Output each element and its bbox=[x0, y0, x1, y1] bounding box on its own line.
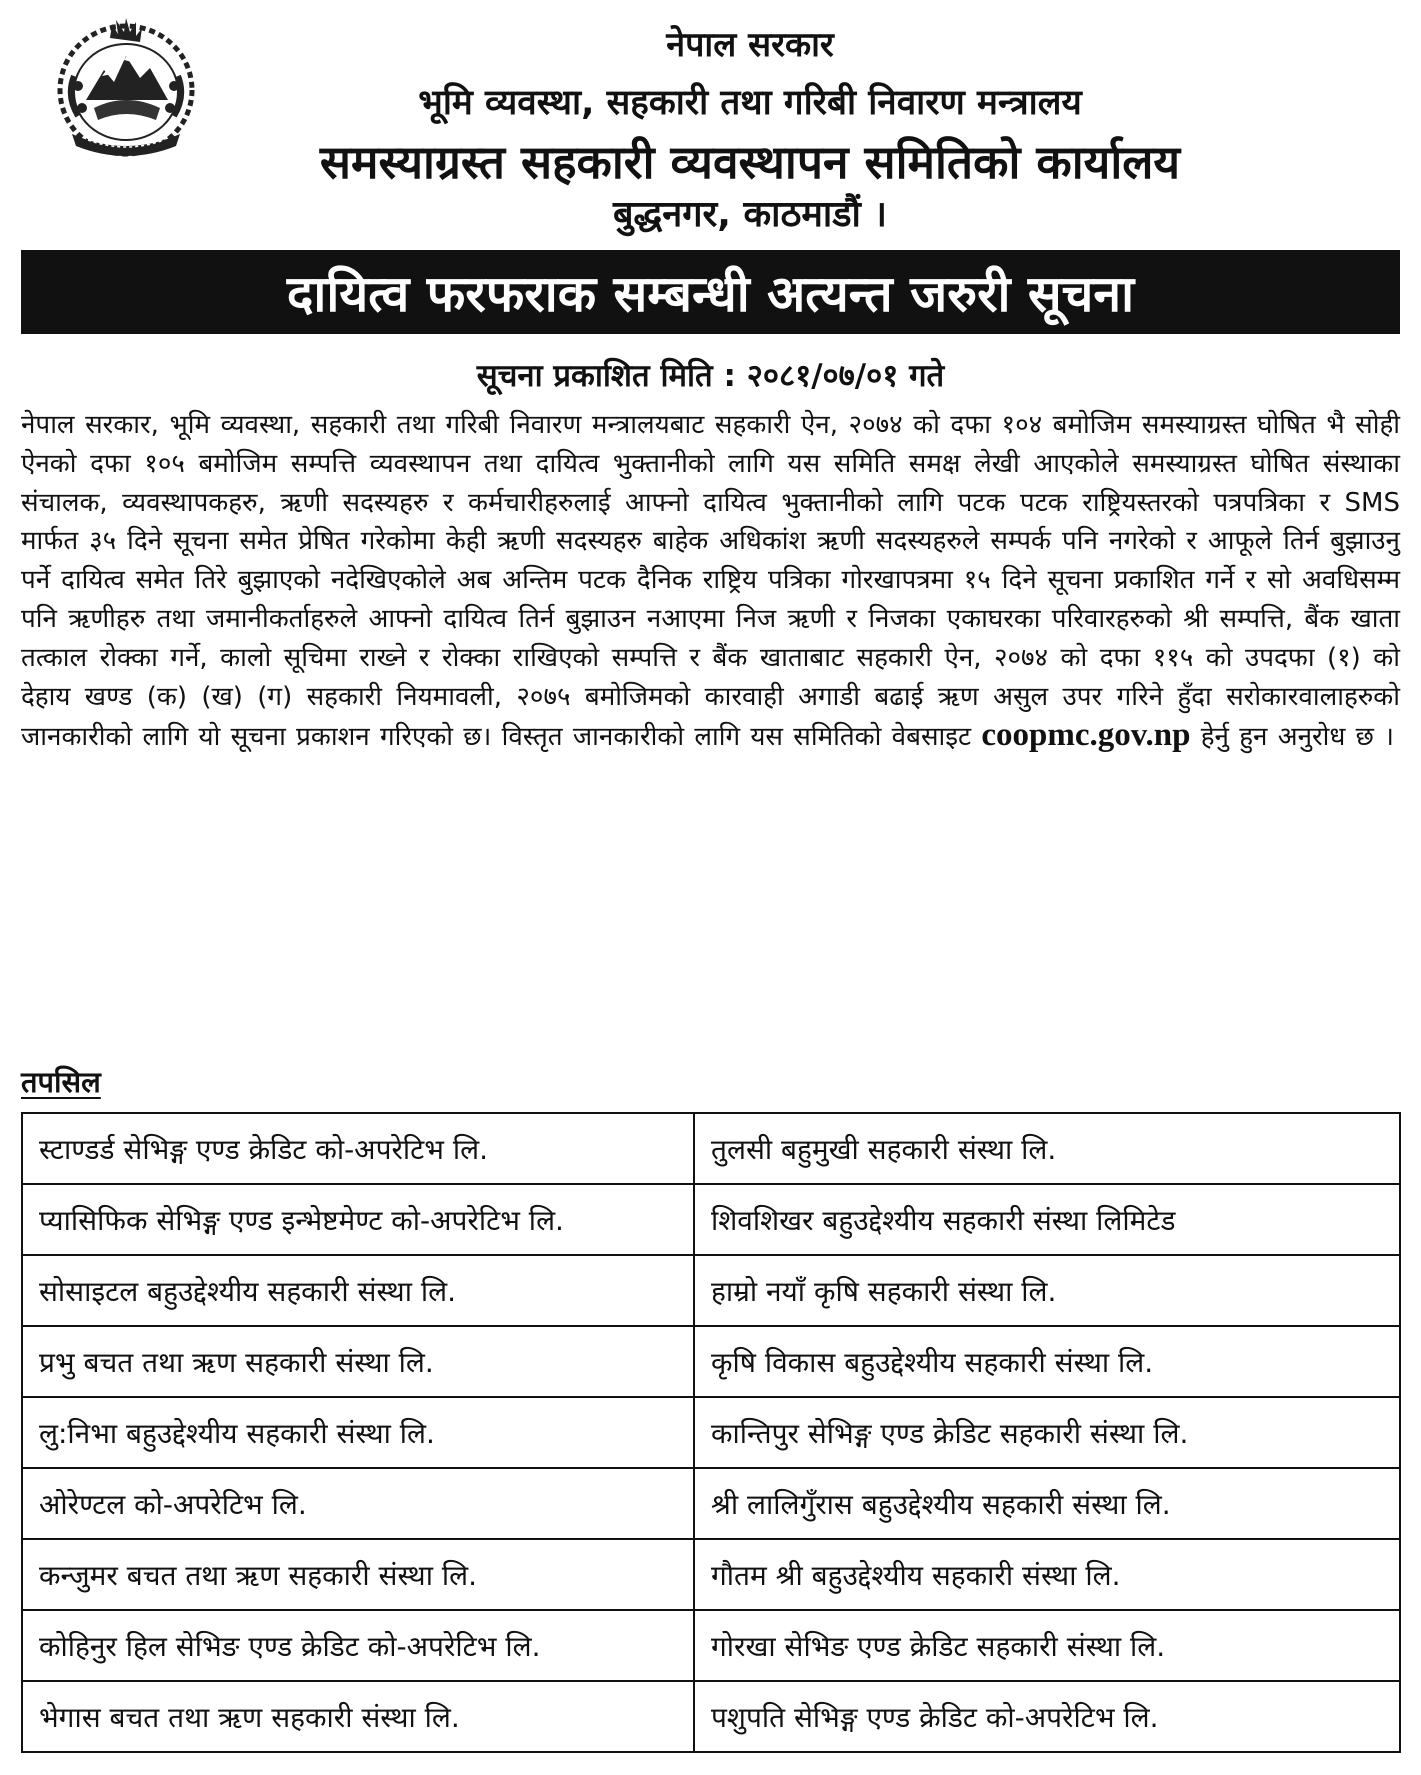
table-row bbox=[22, 1610, 1400, 1681]
table-row bbox=[22, 1255, 1400, 1326]
table-cell: गोरखा सेभिङ एण्ड क्रेडिट सहकारी संस्था लि. bbox=[694, 1610, 1400, 1681]
table-row bbox=[22, 1113, 1400, 1184]
table-cell: हाम्रो नयाँ कृषि सहकारी संस्था लि. bbox=[694, 1255, 1400, 1326]
header-ministry: भूमि व्यवस्था, सहकारी तथा गरिबी निवारण मन्त्रालय bbox=[418, 83, 1082, 123]
table-row bbox=[22, 1326, 1400, 1397]
table-cell: भेगास बचत तथा ऋण सहकारी संस्था लि. bbox=[22, 1681, 694, 1752]
notice-body-text: नेपाल सरकार, भूमि व्यवस्था, सहकारी तथा गरिबी निवारण मन्त्रालयबाट सहकारी ऐन, २०७४ को दफा १०४ बमोजिम समस्याग्रस्त घोषित भै सोही ऐनको दफा १०५ बमोजिम सम्पत्ति व्यवस्थापन तथा दायित्व भुक्तानीको लागि यस समिति समक्ष लेखी आएकोले समस्याग्रस्त घोषित संस्थाका संचालक, व्यवस्थापकहरु, ऋणी सदस्यहरु र कर्मचारीहरुलाई आफ्नो दायित्व भुक्तानीको लागि पटक पटक राष्ट्रियस्तरको पत्रपत्रिका र SMS मार्फत ३५ दिने सूचना समेत प्रेषित गरेकोमा केही ऋणी सदस्यहरु बाहेक अधिकांश ऋणी सदस्यहरुले सम्पर्क पनि नगरेको र आफूले तिर्न बुझाउनु पर्ने दायित्व समेत तिरे बुझाएको नदेखिएकोले अब अन्तिम पटक दैनिक राष्ट्रिय पत्रिका गोरखापत्रमा १५ दिने सूचना प्रकाशित गर्ने र सो अवधिसम्म पनि ऋणीहरु तथा जमानीकर्ताहरुले आफ्नो दायित्व तिर्न बुझाउन नआएमा निज ऋणी र निजका एकाघरका परिवारहरुको श्री सम्पत्ति, बैंक खाता तत्काल रोक्का गर्ने, कालो सूचिमा राख्ने र रोक्का राखिएको सम्पत्ति र बैंक खाताबाट सहकारी ऐन, २०७४ को दफा ११५ को उपदफा (१) को देहाय खण्ड (क) (ख) (ग) सहकारी नियमावली, २०७५ बमोजिमको कारवाही अगाडी बढाई ऋण असुल उपर गरिने हुँदा सरोकारवालाहरुको जानकारीको लागि यो सूचना प्रकाशन गरिएको छ। विस्तृत जानकारीको लागि यस समितिको वेबसाइट bbox=[21, 410, 1400, 753]
header-location: बुद्धनगर, काठमाडौं । bbox=[612, 194, 887, 235]
table-cell: कोहिनुर हिल सेभिङ एण्ड क्रेडिट को-अपरेटिभ लि. bbox=[22, 1610, 694, 1681]
table-cell: लु:निभा बहुउद्देश्यीय सहकारी संस्था लि. bbox=[22, 1397, 694, 1468]
table-row bbox=[22, 1184, 1400, 1255]
header-office: समस्याग्रस्त सहकारी व्यवस्थापन समितिको कार्यालय bbox=[319, 135, 1181, 189]
cooperatives-table bbox=[21, 1112, 1401, 1753]
website-link[interactable]: coopmc.gov.np bbox=[981, 717, 1191, 754]
notice-title: दायित्व फरफराक सम्बन्धी अत्यन्त जरुरी सूचना bbox=[286, 265, 1135, 323]
table-cell: तुलसी बहुमुखी सहकारी संस्था लि. bbox=[694, 1113, 1400, 1184]
tapsil-heading: तपसिल bbox=[21, 1065, 101, 1099]
table-cell: प्रभु बचत तथा ऋण सहकारी संस्था लि. bbox=[22, 1326, 694, 1397]
table-cell: कन्जुमर बचत तथा ऋण सहकारी संस्था लि. bbox=[22, 1539, 694, 1610]
table-cell: सोसाइटल बहुउद्देश्यीय सहकारी संस्था लि. bbox=[22, 1255, 694, 1326]
nepal-emblem-icon bbox=[52, 16, 200, 164]
table-cell: कान्तिपुर सेभिङ्ग एण्ड क्रेडिट सहकारी संस्था लि. bbox=[694, 1397, 1400, 1468]
table-cell: श्री लालिगुँरास बहुउद्देश्यीय सहकारी संस्था लि. bbox=[694, 1468, 1400, 1539]
notice-title-banner bbox=[21, 250, 1400, 334]
header-government: नेपाल सरकार bbox=[666, 25, 834, 65]
table-cell: गौतम श्री बहुउद्देश्यीय सहकारी संस्था लि. bbox=[694, 1539, 1400, 1610]
table-cell: ओरेण्टल को-अपरेटिभ लि. bbox=[22, 1468, 694, 1539]
table-row bbox=[22, 1681, 1400, 1752]
notice-body-closing: हेर्नु हुन अनुरोध छ । bbox=[1200, 722, 1394, 753]
notice-body bbox=[21, 406, 1400, 757]
table-cell: शिवशिखर बहुउद्देश्यीय सहकारी संस्था लिमिटेड bbox=[694, 1184, 1400, 1255]
table-cell: प्यासिफिक सेभिङ्ग एण्ड इन्भेष्टमेण्ट को-अपरेटिभ लि. bbox=[22, 1184, 694, 1255]
publication-date: सूचना प्रकाशित मिति : २०८१/०७/०१ गते bbox=[476, 358, 945, 394]
table-cell: स्टाण्डर्ड सेभिङ्ग एण्ड क्रेडिट को-अपरेटिभ लि. bbox=[22, 1113, 694, 1184]
table-row bbox=[22, 1397, 1400, 1468]
table-row bbox=[22, 1468, 1400, 1539]
table-cell: पशुपति सेभिङ्ग एण्ड क्रेडिट को-अपरेटिभ लि. bbox=[694, 1681, 1400, 1752]
table-cell: कृषि विकास बहुउद्देश्यीय सहकारी संस्था लि. bbox=[694, 1326, 1400, 1397]
table-row bbox=[22, 1539, 1400, 1610]
